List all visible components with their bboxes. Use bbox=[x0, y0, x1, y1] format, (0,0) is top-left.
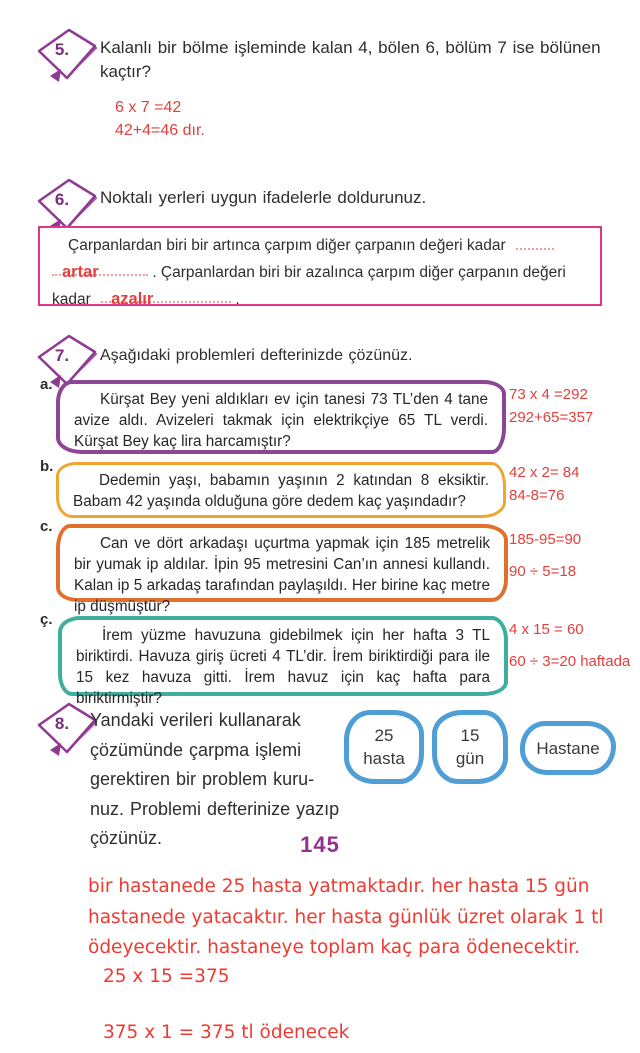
handwritten-line: bir hastanede 25 hasta yatmaktadır. her hasta 15 gün bbox=[88, 876, 590, 897]
note-line: 84-8=76 bbox=[509, 487, 565, 504]
fillbox-text: kadar bbox=[52, 291, 91, 308]
blank-line bbox=[516, 233, 554, 250]
work-line: 42+4=46 dır. bbox=[115, 122, 205, 139]
question-line: nuz. Problemi defterinize yazıp bbox=[90, 798, 340, 819]
problem-a-notes bbox=[509, 383, 593, 429]
question-line: gerektiren bir problem kuru- bbox=[90, 769, 315, 789]
question-7-text: Aşağıdaki problemleri defterinizde çözünüz. bbox=[100, 347, 413, 364]
note-line: 185-95=90 bbox=[509, 531, 582, 548]
question-6-text: Noktalı yerleri uygun ifadelerle doldurunuz. bbox=[100, 188, 427, 207]
note-line: 292+65=357 bbox=[509, 409, 594, 426]
fillbox-line-2 bbox=[52, 259, 588, 286]
data-bubble-value: Hastane bbox=[536, 738, 600, 758]
problem-a-label: a. bbox=[40, 376, 53, 393]
handwritten-line: ödeyecektir. hastaneye toplam kaç para ödenecektir. bbox=[88, 937, 581, 958]
fill-in-the-blank-box bbox=[38, 226, 602, 306]
blank-line bbox=[101, 286, 231, 308]
handwritten-answer: azalır bbox=[111, 290, 154, 308]
problem-c-label: c. bbox=[40, 518, 53, 535]
fillbox-line-3 bbox=[52, 286, 588, 313]
fillbox-line-1 bbox=[52, 233, 588, 259]
data-bubble-value: 25 bbox=[374, 726, 394, 745]
problem-cc-notes bbox=[509, 618, 630, 673]
data-bubble-unit: hasta bbox=[363, 749, 405, 768]
problem-a-text: Kürşat Bey yeni aldıkları ev için tanesi 73 TL’den 4 tane avize aldı. Avizeleri takmak için elektrikçiye 65 TL verdi. Kürşat Bey kaç lira harcamıştır? bbox=[74, 391, 488, 450]
problem-b-text: Dedemin yaşı, babamın yaşının 2 katından 8 eksiktir. Babam 42 yaşında olduğuna göre dedem kaç yaşındadır? bbox=[73, 472, 489, 510]
handwritten-line: hastanede yatacaktır. her hasta günlük üzret olarak 1 tl bbox=[88, 906, 604, 928]
blank-line bbox=[52, 259, 148, 281]
question-5-text: Kalanlı bir bölme işleminde kalan 4, bölen 6, bölüm 7 ise bölünen kaçtır? bbox=[100, 38, 601, 81]
problem-cc-label: ç. bbox=[40, 611, 53, 628]
problem-b-notes bbox=[509, 461, 579, 507]
question-line: çözümünde çarpma işlemi bbox=[90, 739, 302, 760]
problem-c-bubble bbox=[56, 524, 508, 615]
handwritten-work-2: 375 x 1 = 375 tl ödenecek bbox=[103, 1022, 350, 1043]
note-line: 60 ÷ 3=20 haftada bbox=[509, 653, 631, 670]
problem-b-bubble bbox=[56, 462, 506, 518]
question-number: 7. bbox=[54, 346, 70, 365]
handwritten-problem-text bbox=[88, 872, 604, 964]
question-8-badge bbox=[36, 700, 98, 758]
problem-cc-bubble bbox=[58, 616, 508, 707]
fillbox-text: . Çarpanlardan biri bir azalınca çarpım diğer çarpanın değeri bbox=[152, 264, 566, 281]
note-line: 90 ÷ 5=18 bbox=[509, 563, 577, 580]
note-line: 73 x 4 =292 bbox=[509, 386, 588, 403]
question-5-badge bbox=[36, 26, 98, 84]
problem-cc-text: İrem yüzme havuzuna gidebilmek için her hafta 3 TL biriktirdi. Havuza giriş ücreti 4 TL’dir. İrem biriktirdiği para ile 15 kez havuza gitti. İrem havuz için kaç hafta para biriktirmiştir? bbox=[76, 627, 490, 707]
note-line: 4 x 15 = 60 bbox=[509, 621, 584, 638]
data-bubble-value: 15 bbox=[460, 726, 480, 745]
question-number: 5. bbox=[54, 40, 70, 59]
problem-c-text: Can ve dört arkadaşı uçurtma yapmak için 185 metrelik bir yumak ip aldılar. İpin 95 metresini Can’ın annesi kullandı. Kalan ip 5 arkadaş tarafından paylaşıldı. Her birine kaç metre ip düşmüştür? bbox=[74, 535, 490, 615]
problem-a-bubble bbox=[56, 380, 506, 454]
question-line: Yandaki verileri kullanarak bbox=[90, 710, 301, 730]
data-bubble-unit: gün bbox=[455, 749, 485, 768]
page-number: 145 bbox=[300, 832, 340, 857]
fillbox-text: Çarpanlardan biri bir artınca çarpım diğer çarpanın değeri kadar bbox=[68, 237, 506, 254]
question-number: 8. bbox=[54, 714, 70, 733]
handwritten-work-1: 25 x 15 =375 bbox=[103, 966, 230, 987]
data-bubble-hastane bbox=[520, 721, 616, 775]
problem-c-notes bbox=[509, 528, 581, 583]
question-line: çözünüz. bbox=[90, 828, 163, 848]
handwritten-answer: artar bbox=[62, 263, 99, 281]
fillbox-text: . bbox=[235, 291, 240, 308]
question-number: 6. bbox=[54, 190, 70, 209]
data-bubble-15-gun bbox=[432, 710, 508, 784]
work-line: 6 x 7 =42 bbox=[115, 99, 182, 116]
problem-b-label: b. bbox=[40, 458, 54, 475]
note-line: 42 x 2= 84 bbox=[509, 464, 580, 481]
question-5-work bbox=[115, 96, 205, 142]
data-bubble-25-hasta bbox=[344, 710, 424, 784]
